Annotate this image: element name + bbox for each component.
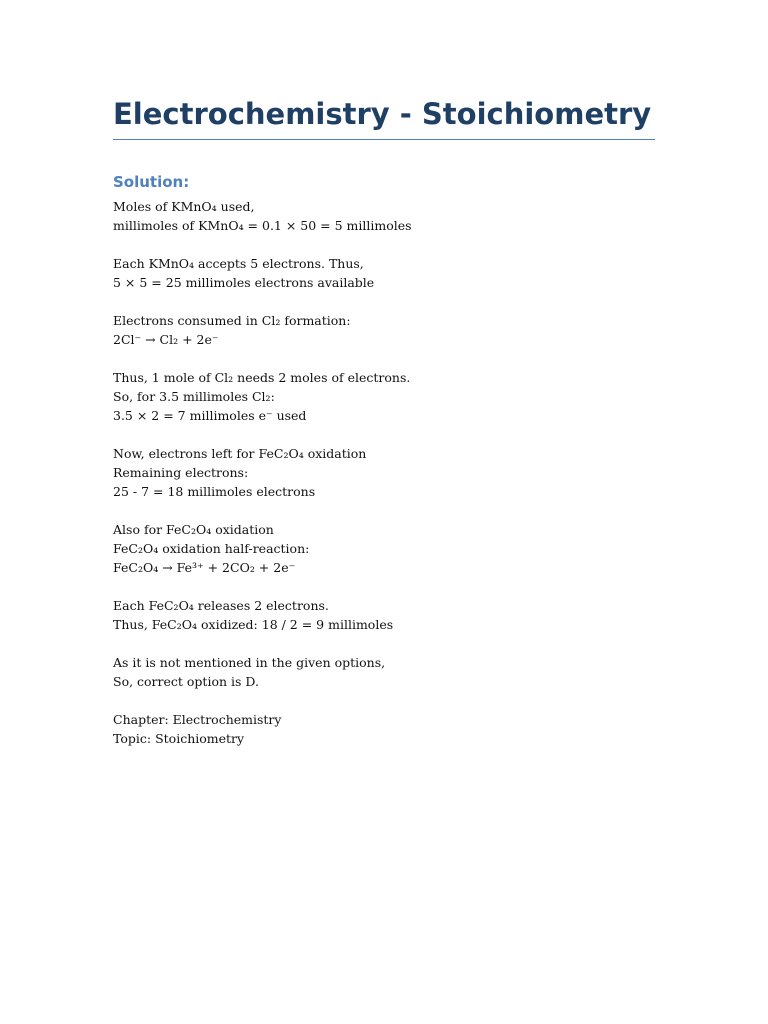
- paragraph: [113, 368, 655, 425]
- paragraph: [113, 653, 655, 691]
- text-line: Each FeC₂O₄ releases 2 electrons.: [113, 598, 329, 613]
- text-line: Moles of KMnO₄ used,: [113, 199, 255, 214]
- text-line: FeC₂O₄ oxidation half-reaction:: [113, 541, 310, 556]
- text-line: So, correct option is D.: [113, 674, 259, 689]
- text-line: Thus, FeC₂O₄ oxidized: 18 / 2 = 9 millimoles: [113, 617, 394, 632]
- text-line: Topic: Stoichiometry: [113, 731, 245, 746]
- text-line: Also for FeC₂O₄ oxidation: [113, 522, 274, 537]
- text-line: Electrons consumed in Cl₂ formation:: [113, 313, 351, 328]
- title-divider: [113, 139, 655, 140]
- text-line: 25 - 7 = 18 millimoles electrons: [113, 484, 316, 499]
- text-line: 2Cl⁻ → Cl₂ + 2e⁻: [113, 332, 219, 347]
- text-line: Now, electrons left for FeC₂O₄ oxidation: [113, 446, 367, 461]
- text-line: Chapter: Electrochemistry: [113, 712, 282, 727]
- document-page: [113, 94, 655, 767]
- text-line: Each KMnO₄ accepts 5 electrons. Thus,: [113, 256, 364, 271]
- paragraph: [113, 520, 655, 577]
- solution-body: [113, 197, 655, 748]
- paragraph: [113, 254, 655, 292]
- text-line: 3.5 × 2 = 7 millimoles e⁻ used: [113, 408, 307, 423]
- text-line: 5 × 5 = 25 millimoles electrons available: [113, 275, 375, 290]
- text-line: FeC₂O₄ → Fe³⁺ + 2CO₂ + 2e⁻: [113, 560, 296, 575]
- text-line: Thus, 1 mole of Cl₂ needs 2 moles of electrons.: [113, 370, 411, 385]
- text-line: So, for 3.5 millimoles Cl₂:: [113, 389, 275, 404]
- text-line: millimoles of KMnO₄ = 0.1 × 50 = 5 millimoles: [113, 218, 412, 233]
- text-line: As it is not mentioned in the given options,: [113, 655, 386, 670]
- text-line: Remaining electrons:: [113, 465, 249, 480]
- paragraph: [113, 311, 655, 349]
- paragraph: [113, 596, 655, 634]
- solution-heading: Solution:: [113, 173, 190, 191]
- page-title: Electrochemistry - Stoichiometry: [113, 97, 652, 131]
- paragraph: [113, 444, 655, 501]
- paragraph: [113, 197, 655, 235]
- paragraph: [113, 710, 655, 748]
